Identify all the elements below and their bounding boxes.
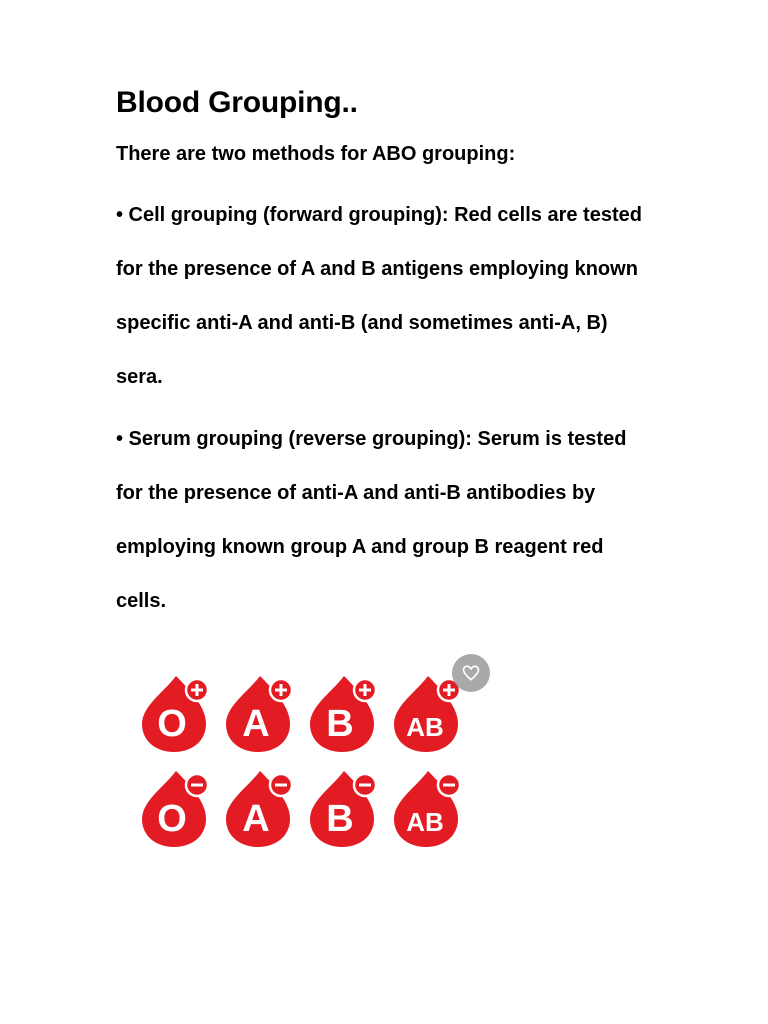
blood-drop-a-negative xyxy=(224,765,294,851)
cell-grouping-line-4: sera. xyxy=(116,366,163,388)
intro-text: There are two methods for ABO grouping: xyxy=(116,143,516,165)
favorite-button[interactable] xyxy=(452,654,490,692)
blood-drop-ab-negative xyxy=(392,765,462,851)
cell-grouping-line-3: specific anti-A and anti-B (and sometimes anti-A, B) xyxy=(116,312,608,334)
minus-icon xyxy=(270,774,292,796)
cell-grouping-line-1: • Cell grouping (forward grouping): Red cells are tested xyxy=(116,204,642,226)
serum-grouping-line-2: for the presence of anti-A and anti-B antibodies by xyxy=(116,482,596,504)
blood-type-label: O xyxy=(157,703,187,745)
blood-type-label: AB xyxy=(406,807,444,837)
serum-grouping-line-1: • Serum grouping (reverse grouping): Serum is tested xyxy=(116,428,627,450)
blood-type-label: B xyxy=(326,798,354,840)
blood-type-label: O xyxy=(157,798,187,840)
blood-type-icons xyxy=(140,660,500,850)
blood-drop-o-positive xyxy=(140,670,210,756)
blood-drop-a-positive xyxy=(224,670,294,756)
serum-grouping-line-3: employing known group A and group B reagent red xyxy=(116,536,604,558)
blood-type-label: A xyxy=(242,798,270,840)
heart-icon xyxy=(461,663,481,683)
serum-grouping-line-4: cells. xyxy=(116,590,167,612)
plus-icon xyxy=(270,679,292,701)
plus-icon xyxy=(186,679,208,701)
blood-drop-b-positive xyxy=(308,670,378,756)
blood-type-label: B xyxy=(326,703,354,745)
cell-grouping-line-2: for the presence of A and B antigens employing known xyxy=(116,258,638,280)
blood-drop-o-negative xyxy=(140,765,210,851)
minus-icon xyxy=(438,774,460,796)
blood-type-label: AB xyxy=(406,712,444,742)
blood-drop-b-negative xyxy=(308,765,378,851)
minus-icon xyxy=(186,774,208,796)
minus-icon xyxy=(354,774,376,796)
blood-drop-ab-positive xyxy=(392,670,462,756)
blood-type-label: A xyxy=(242,703,270,745)
plus-icon xyxy=(354,679,376,701)
page-title: Blood Grouping.. xyxy=(116,86,358,119)
